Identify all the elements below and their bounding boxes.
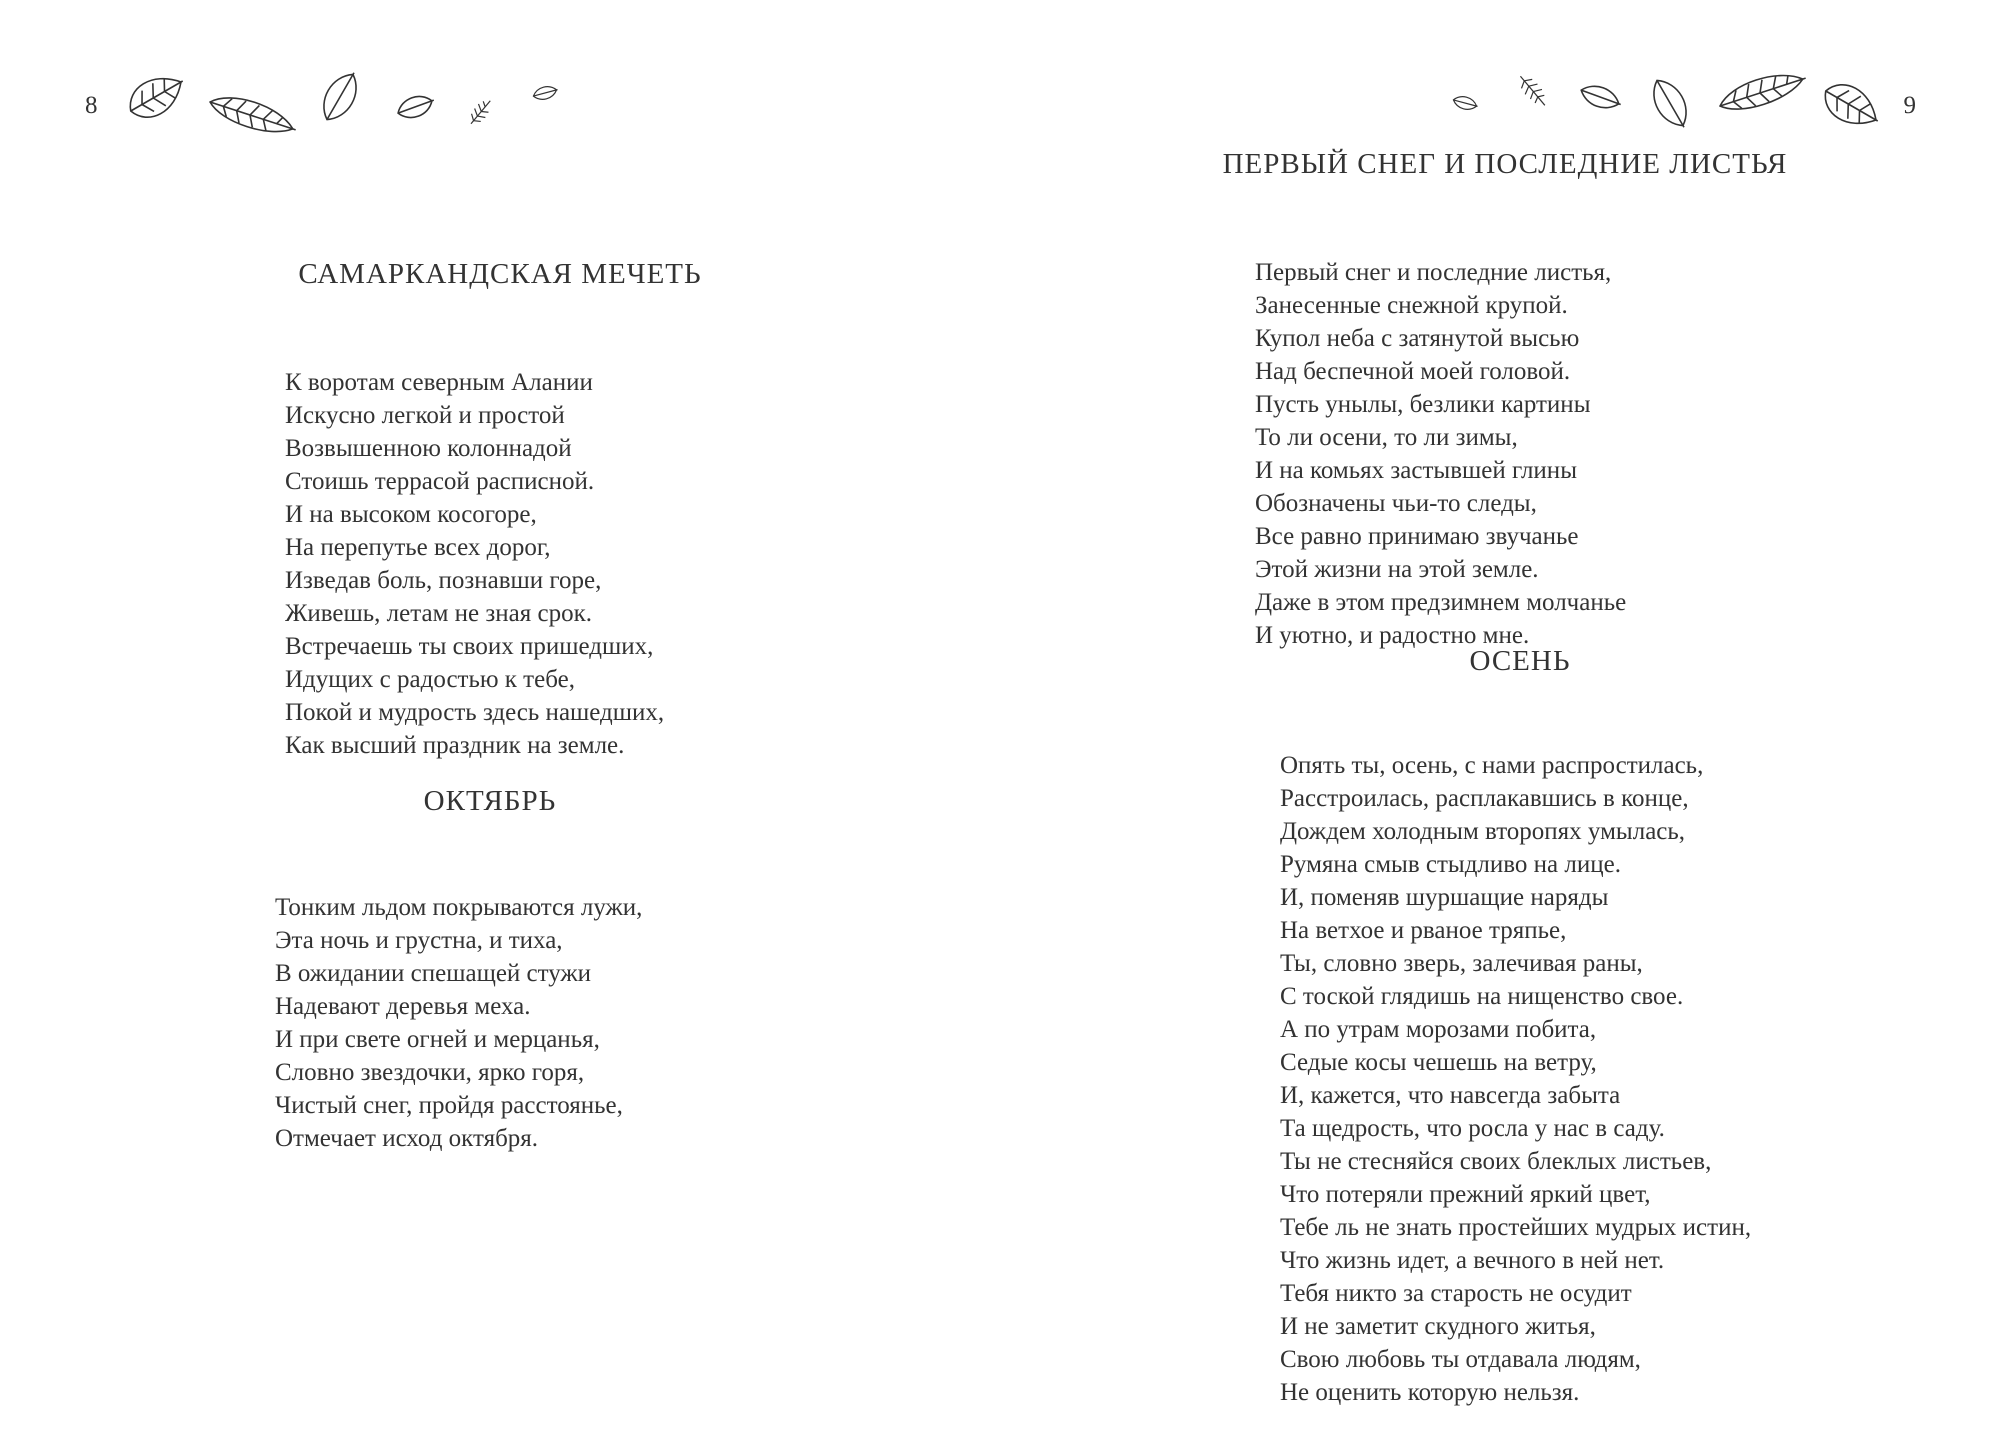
page-number-left: 8	[85, 92, 98, 119]
poem-line: Что жизнь идет, а вечного в ней нет.	[1280, 1247, 1665, 1274]
poem-title: САМАРКАНДСКАЯ МЕЧЕТЬ	[298, 258, 702, 290]
poem-line: И уютно, и радостно мне.	[1255, 622, 1530, 649]
poem-line: Расстроилась, расплакавшись в конце,	[1280, 785, 1689, 812]
poem-line: И не заметит скудного житья,	[1280, 1313, 1596, 1340]
poem-line: Эта ночь и грустна, и тиха,	[275, 927, 563, 954]
poem-body	[1280, 749, 1751, 1409]
right-page	[1000, 0, 2000, 1439]
poem-line: Румяна смыв стыдливо на лице.	[1280, 851, 1621, 878]
poem-line: К воротам северным Алании	[285, 369, 593, 396]
poem-line: Даже в этом предзимнем молчанье	[1255, 589, 1627, 616]
poem-line: Идущих с радостью к тебе,	[285, 666, 575, 693]
poem-line: С тоской глядишь на нищенство свое.	[1280, 983, 1684, 1010]
poem-line: Словно звездочки, ярко горя,	[275, 1059, 585, 1086]
poem-line: Надевают деревья меха.	[275, 993, 531, 1020]
falling-leaves-icon	[125, 55, 605, 145]
poem-line: Изведав боль, познавши горе,	[285, 567, 602, 594]
poem-line: Над беспечной моей головой.	[1255, 358, 1571, 385]
poem-line: Ты не стесняйся своих блеклых листьев,	[1280, 1148, 1712, 1175]
poem-line: Живешь, летам не зная срок.	[285, 600, 592, 627]
poem-line: На ветхое и рваное тряпье,	[1280, 917, 1567, 944]
poem-line: И на высоком косогоре,	[285, 501, 537, 528]
poem-line: Купол неба с затянутой высью	[1255, 325, 1580, 352]
poem-line: Не оценить которую нельзя.	[1280, 1379, 1580, 1406]
poem-line: Дождем холодным второпях умылась,	[1280, 818, 1686, 845]
poem-line: На перепутье всех дорог,	[285, 534, 551, 561]
poem-line: Искусно легкой и простой	[285, 402, 565, 429]
poem-line: Что потеряли прежний яркий цвет,	[1280, 1181, 1651, 1208]
poem-line: Стоишь террасой расписной.	[285, 468, 595, 495]
poem-title: ОСЕНЬ	[1469, 645, 1571, 677]
poem-line: Седые косы чешешь на ветру,	[1280, 1049, 1597, 1076]
poem-line: Этой жизни на этой земле.	[1255, 556, 1539, 583]
poem-line: Первый снег и последние листья,	[1255, 259, 1612, 286]
poem-line: Возвышенною колоннадой	[285, 435, 572, 462]
poem-line: Обозначены чьи-то следы,	[1255, 490, 1537, 517]
poem-line: И на комьях застывшей глины	[1255, 457, 1577, 484]
poem-line: Отмечает исход октября.	[275, 1125, 539, 1152]
poem-line: Все равно принимаю звучанье	[1255, 523, 1579, 550]
poem-line: Тебе ль не знать простейших мудрых истин,	[1280, 1214, 1752, 1241]
poem-body	[1255, 256, 1626, 652]
poem-body	[285, 366, 664, 762]
poem-title: ОКТЯБРЬ	[423, 785, 557, 817]
poem-line: И, кажется, что навсегда забыта	[1280, 1082, 1621, 1109]
poem-line: Занесенные снежной крупой.	[1255, 292, 1568, 319]
poem-line: Ты, словно зверь, залечивая раны,	[1280, 950, 1643, 977]
poem-line: Встречаешь ты своих пришедших,	[285, 633, 654, 660]
poem-line: То ли осени, то ли зимы,	[1255, 424, 1518, 451]
poem-line: В ожидании спешащей стужи	[275, 960, 592, 987]
poem-line: Как высший праздник на земле.	[285, 732, 625, 759]
poem-line: А по утрам морозами побита,	[1280, 1016, 1597, 1043]
page-number-right: 9	[1903, 92, 1916, 119]
poem-line: Опять ты, осень, с нами распростилась,	[1280, 752, 1704, 779]
poem-title: ПЕРВЫЙ СНЕГ И ПОСЛЕДНИЕ ЛИСТЬЯ	[1222, 148, 1788, 180]
poem-line: Тебя никто за старость не осудит	[1280, 1280, 1632, 1307]
poem-line: Покой и мудрость здесь нашедших,	[285, 699, 665, 726]
poem-line: Чистый снег, пройдя расстоянье,	[275, 1092, 623, 1119]
poem-line: Свою любовь ты отдавала людям,	[1280, 1346, 1641, 1373]
falling-leaves-icon	[1420, 55, 1900, 145]
poem-line: Пусть унылы, безлики картины	[1255, 391, 1591, 418]
poem-line: И при свете огней и мерцанья,	[275, 1026, 600, 1053]
poem-body	[275, 891, 642, 1155]
poem-line: И, поменяв шуршащие наряды	[1280, 884, 1609, 911]
poem-line: Та щедрость, что росла у нас в саду.	[1280, 1115, 1665, 1142]
poem-line: Тонким льдом покрываются лужи,	[275, 894, 643, 921]
